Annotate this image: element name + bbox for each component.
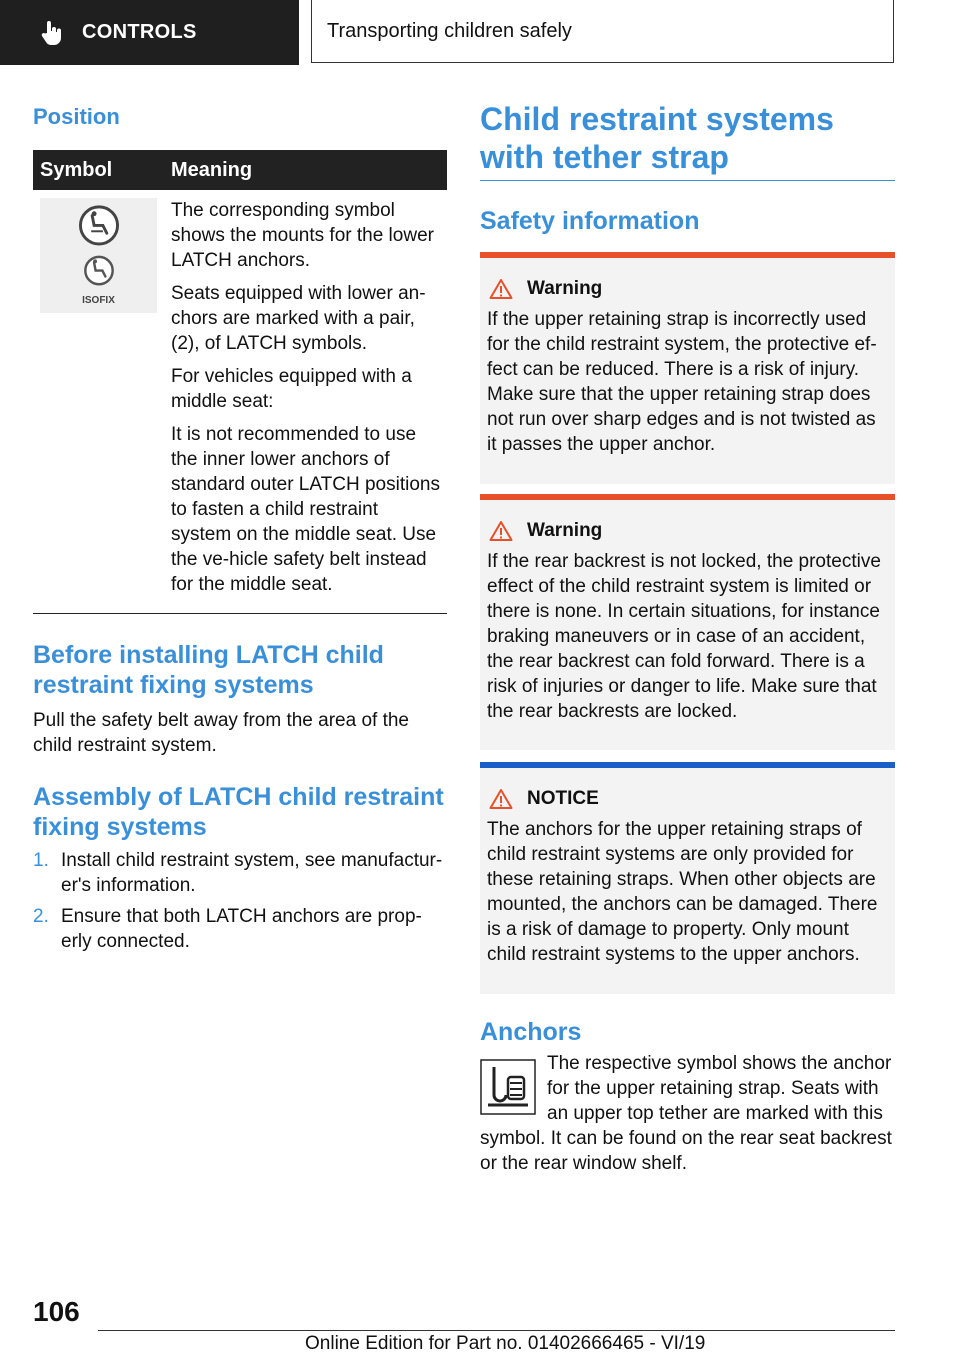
table-row xyxy=(33,190,447,609)
section-tab xyxy=(0,0,299,65)
table-bottom-rule xyxy=(33,613,447,614)
latch-anchor-icon xyxy=(75,202,123,249)
top-tether-anchor-icon xyxy=(480,1059,536,1115)
step-number: 1. xyxy=(33,850,49,871)
anchors-text-continued: symbol. It can be found on the rear seat backrest or the rear window shelf. xyxy=(480,1128,892,1174)
step-text: Install child restraint system, see manufactur‐er's information. xyxy=(61,850,443,896)
step-text: Ensure that both LATCH anchors are prop‐erly connected. xyxy=(61,906,422,952)
warning-triangle-icon xyxy=(489,278,513,300)
page-title: Transporting children safely xyxy=(327,19,572,42)
warning-title: Warning xyxy=(527,278,603,299)
hand-pointer-icon xyxy=(38,19,66,47)
meaning-column-header: Meaning xyxy=(164,150,447,190)
page-number: 106 xyxy=(33,1296,80,1327)
heading-rule xyxy=(480,180,895,181)
meaning-paragraph: Seats equipped with lower an‐chors are marked with a pair, (2), of LATCH symbols. xyxy=(171,283,426,354)
warning-text: If the rear backrest is not locked, the protective effect of the child restraint system is limited or there is none. In certain situations, for instance braking maneuvers or in case of an accident, the rear backrest can fold forward. There is a risk of injuries or danger to life. Make sure that the rear backrests are locked. xyxy=(487,551,881,722)
tether-strap-heading: Child restraint systems with tether strap xyxy=(480,101,834,175)
warning-triangle-icon xyxy=(489,520,513,542)
step-number: 2. xyxy=(33,906,49,927)
footer-rule xyxy=(98,1330,895,1331)
warning-box xyxy=(480,494,895,750)
right-column xyxy=(480,100,895,1176)
latch-symbol xyxy=(40,198,157,313)
list-item xyxy=(33,848,447,898)
warning-title: Warning xyxy=(527,520,603,541)
page-title-box xyxy=(311,0,894,63)
notice-text: The anchors for the upper retaining straps of child restraint systems are only provided for these retaining straps. When other objects are mounted, the anchors can be damaged. There is a risk of damage to property. Only mount child restraint systems to the upper anchors. xyxy=(487,819,878,965)
before-installing-heading: Before installing LATCH child restraint fixing systems xyxy=(33,641,384,699)
meaning-paragraph: For vehicles equipped with a middle seat: xyxy=(171,366,412,412)
assembly-steps xyxy=(33,848,447,954)
notice-box xyxy=(480,762,895,994)
before-installing-text: Pull the safety belt away from the area of the child restraint system. xyxy=(33,710,409,756)
assembly-heading: Assembly of LATCH child restraint fixing systems xyxy=(33,783,444,841)
anchors-text: The respective symbol shows the anchor for the upper retaining strap. Seats with an upper top tether are marked with this xyxy=(547,1053,892,1124)
list-item xyxy=(33,904,447,954)
meaning-cell xyxy=(164,190,447,609)
isofix-anchor-icon xyxy=(81,253,117,288)
position-heading: Position xyxy=(33,104,120,129)
isofix-label: ISOFIX xyxy=(82,295,115,306)
meaning-paragraph: The corresponding symbol shows the mounts for the lower LATCH anchors. xyxy=(171,200,434,271)
symbol-table xyxy=(33,150,447,609)
meaning-paragraph: It is not recommended to use the inner lower anchors of standard outer LATCH positions to fasten a child restraint system on the middle seat. Use the ve‐hicle safety belt instead for the middle seat. xyxy=(171,424,440,595)
anchors-heading: Anchors xyxy=(480,1018,582,1046)
warning-box xyxy=(480,252,895,484)
notice-title: NOTICE xyxy=(527,788,599,809)
symbol-column-header: Symbol xyxy=(33,150,164,190)
notice-triangle-icon xyxy=(489,788,513,810)
edition-text: Online Edition for Part no. 01402666465 - VI/19 xyxy=(305,1333,706,1354)
left-column xyxy=(33,100,447,960)
safety-information-heading: Safety information xyxy=(480,207,700,235)
section-label: CONTROLS xyxy=(82,21,197,43)
warning-text: If the upper retaining strap is incorrectly used for the child restraint system, the protective ef‐fect can be reduced. There is a risk of injury. Make sure that the upper retaining strap does not run over sharp edges and is not twisted as it passes the upper anchor. xyxy=(487,309,877,455)
